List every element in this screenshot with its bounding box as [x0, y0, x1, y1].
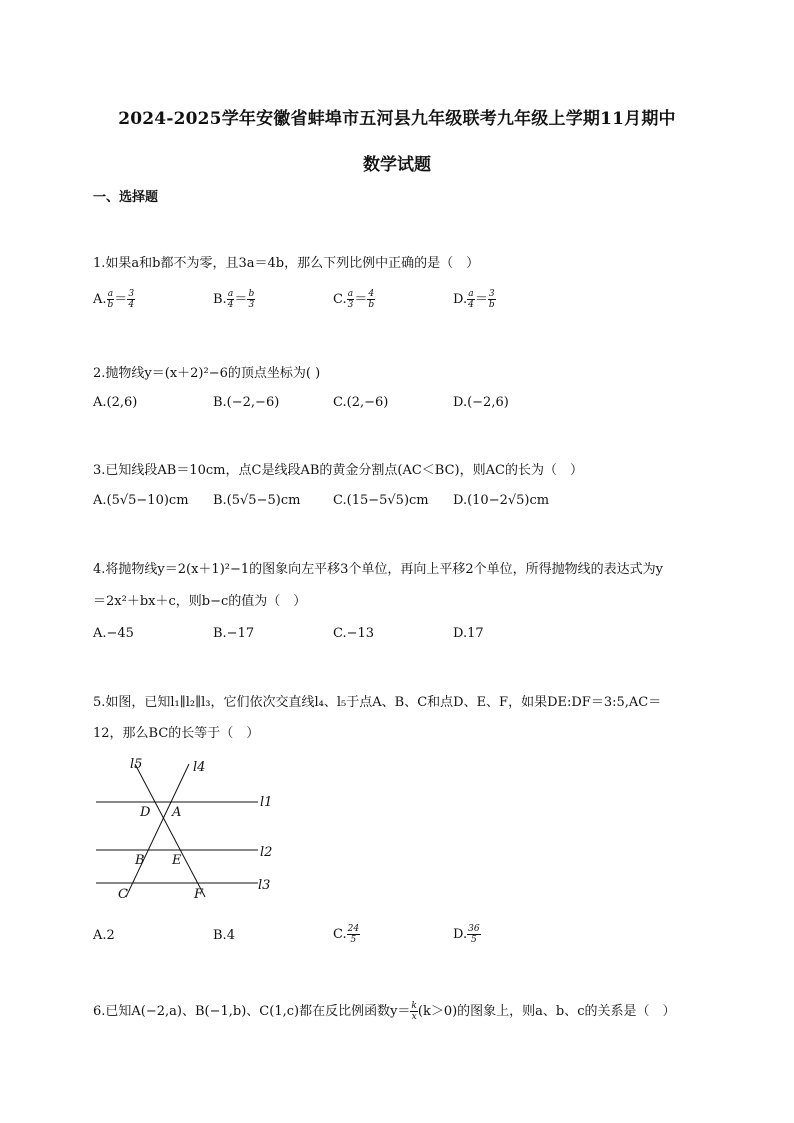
q4-option-b: B.−17 [213, 626, 255, 641]
q1-option-b: B. $\frac{a}{4}$ ＝ $\frac{b}{3}$ [213, 289, 255, 310]
q1-option-c: C. $\frac{a}{3}$ ＝ $\frac{4}{b}$ [333, 289, 375, 310]
question-4-line2: ＝2x²＋bx＋c，则b−c的值为（ ） [93, 594, 307, 609]
question-2-text: 2.抛物线y＝(x＋2)²−6的顶点坐标为( ) [93, 366, 321, 381]
question-5-line2: 12，那么BC的长等于（ ） [93, 726, 260, 741]
q2-option-c: C.(2,−6) [333, 395, 389, 410]
q3-option-d: D.(10−2√5)cm [453, 493, 550, 508]
page-subtitle: 数学试题 [363, 155, 431, 175]
q4-option-d: D.17 [453, 626, 484, 641]
q5-option-a: A.2 [93, 928, 115, 943]
line-l4 [126, 764, 189, 897]
line-l5 [135, 764, 205, 897]
q2-option-b: B.(−2,−6) [213, 395, 280, 410]
label-point-c: C [118, 887, 128, 902]
q5-option-d: D. $\frac{36}{5}$ [453, 924, 480, 945]
q5-option-b: B.4 [213, 928, 235, 943]
label-l3: l3 [258, 878, 271, 893]
page-title: 2024-2025学年安徽省蚌埠市五河县九年级联考九年级上学期11月期中 [118, 109, 676, 129]
question-3-text: 3.已知线段AB＝10cm，点C是线段AB的黄金分割点(AC＜BC)，则AC的长为（ ） [93, 463, 583, 478]
section-heading: 一、选择题 [93, 190, 159, 205]
label-point-e: E [172, 853, 182, 868]
q5-option-c: C. $\frac{24}{5}$ [333, 924, 360, 945]
label-point-d: D [140, 805, 151, 820]
q3-option-b: B.(5√5−5)cm [213, 493, 301, 508]
label-point-f: F [194, 887, 204, 902]
question-5-line1: 5.如图，已知l₁∥l₂∥l₃，它们依次交直线l₄、l₅于点A、B、C和点D、E、F，如果DE:DF＝3:5,AC＝ [93, 695, 662, 710]
label-point-a: A [172, 805, 182, 820]
question-4-line1: 4.将抛物线y＝2(x＋1)²−1的图象向左平移3个单位，再向上平移2个单位，所得抛物线的表达式为y [93, 562, 664, 577]
question-1-text: 1.如果a和b都不为零，且3a＝4b，那么下列比例中正确的是（ ） [93, 256, 480, 271]
q2-option-d: D.(−2,6) [453, 395, 509, 410]
q4-option-c: C.−13 [333, 626, 375, 641]
q3-option-c: C.(15−5√5)cm [333, 493, 429, 508]
label-l5: l5 [130, 757, 143, 772]
label-l1: l1 [260, 795, 273, 810]
label-l2: l2 [260, 845, 273, 860]
parallel-lines-figure [88, 752, 288, 902]
label-point-b: B [135, 853, 145, 868]
q1-option-d: D. $\frac{a}{4}$ ＝ $\frac{3}{b}$ [453, 289, 495, 310]
q4-option-a: A.−45 [93, 626, 134, 641]
q1-option-a: A. $\frac{a}{b}$ ＝ $\frac{3}{4}$ [93, 289, 135, 310]
question-6-text: 6.已知A(−2,a)、B(−1,b)、C(1,c)都在反比例函数y＝ $\frac{k}{x}$ (k＞0)的图象上，则a、b、c的关系是（ ） [93, 1001, 676, 1022]
q3-option-a: A.(5√5−10)cm [93, 493, 189, 508]
q2-option-a: A.(2,6) [93, 395, 138, 410]
label-l4: l4 [193, 760, 206, 775]
